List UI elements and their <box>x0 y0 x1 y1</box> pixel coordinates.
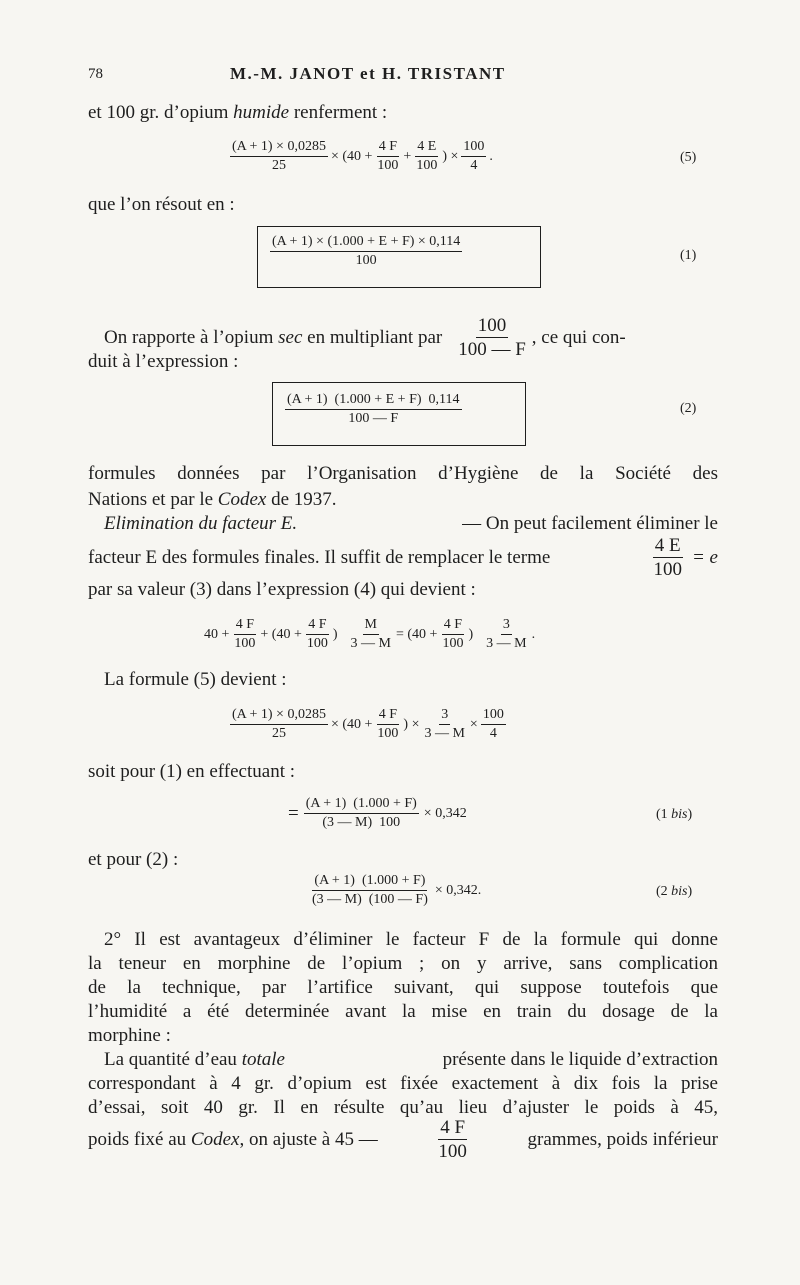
fraction <box>651 536 684 579</box>
equation-number: (2) <box>680 401 697 416</box>
text-line: soit pour (1) en effectuant : <box>88 761 295 782</box>
text-line: correspondant à 4 gr. d’opium est fixée exactement à dix fois la prise <box>88 1073 718 1094</box>
label-part: ) <box>687 884 693 899</box>
emphasis: Codex <box>190 1128 240 1150</box>
numerator: (A + 1) × 0,0285 <box>230 708 328 725</box>
fraction <box>349 618 393 651</box>
label-part: bis <box>671 807 688 822</box>
numerator: 100 <box>481 708 506 725</box>
numerator: (A + 1) × 0,0285 <box>230 140 328 157</box>
denominator: (3 — M) 100 <box>322 815 401 830</box>
fraction <box>484 618 528 651</box>
text-segment: et 100 gr. d’opium <box>88 102 234 123</box>
equation-2-bis <box>310 874 481 907</box>
operator: + <box>403 148 412 164</box>
operator: . <box>531 626 536 642</box>
equation-4 <box>204 618 535 651</box>
denominator: 4 <box>489 726 497 741</box>
operator: × (40 + <box>330 148 373 164</box>
fraction <box>310 874 430 907</box>
fraction <box>232 618 257 651</box>
fraction <box>270 235 462 268</box>
label-part: (2 <box>656 884 672 899</box>
text-segment: renferment : <box>289 102 388 123</box>
denominator: 100 <box>416 158 438 173</box>
denominator: 100 <box>377 158 399 173</box>
text-line: duit à l’expression : <box>88 351 239 372</box>
operator: × <box>469 716 478 732</box>
text-segment: de 1937. <box>266 489 337 510</box>
text-segment: , on ajuste à 45 — <box>239 1128 378 1150</box>
denominator: 3 — M <box>424 726 465 741</box>
text-segment: , ce qui con- <box>531 326 626 348</box>
text-segment: présente dans le liquide d’extraction <box>442 1049 718 1070</box>
text-segment: On rapporte à l’opium <box>104 326 279 348</box>
text-line <box>88 536 718 579</box>
fraction <box>440 618 465 651</box>
denominator: 100 <box>234 636 256 651</box>
text-segment: — On peut facilement éliminer le <box>462 513 718 534</box>
label-part: ) <box>687 807 693 822</box>
denominator: 4 <box>470 158 478 173</box>
numerator: (A + 1) (1.000 + F) <box>304 797 419 814</box>
numerator: 4 F <box>442 618 464 635</box>
text-segment: grammes, poids inférieur <box>527 1128 718 1150</box>
text-line: formules données par l’Organisation d’Hygiène de la Société des <box>88 463 718 484</box>
text-line: La formule (5) devient : <box>104 669 287 690</box>
numerator: (A + 1) × (1.000 + E + F) × 0,114 <box>270 235 462 252</box>
operator: × (40 + <box>330 716 373 732</box>
denominator: 25 <box>271 726 286 741</box>
fraction <box>414 140 439 173</box>
operator: = <box>288 802 299 824</box>
text-line <box>88 101 387 125</box>
equation-box <box>257 226 541 288</box>
denominator: 100 — F <box>348 411 399 426</box>
text-line: et pour (2) : <box>88 849 179 870</box>
numerator: 4 F <box>234 618 256 635</box>
operator: × 0,342 <box>423 805 467 821</box>
numerator: 4 F <box>440 1117 466 1138</box>
denominator: 3 — M <box>486 636 527 651</box>
operator: ) <box>468 626 474 642</box>
text-segment <box>88 1128 378 1152</box>
text-line: par sa valeur (3) dans l’expression (4) qui devient : <box>88 579 476 600</box>
text-segment: Nations et par le <box>88 489 218 510</box>
fraction <box>230 708 328 741</box>
operator: . <box>489 148 493 164</box>
label-part: bis <box>671 884 688 899</box>
fraction <box>461 140 486 173</box>
numerator: M <box>363 618 379 635</box>
text-segment <box>104 1048 285 1072</box>
equation-2 <box>285 393 462 426</box>
text-line <box>104 1048 718 1072</box>
operator: + (40 + <box>260 626 302 642</box>
fraction <box>481 708 506 741</box>
text-segment: facteur E des formules finales. Il suffit de remplacer le terme <box>88 546 551 568</box>
text-segment: = e <box>691 546 718 568</box>
equation-number: (1) <box>680 248 697 263</box>
running-header: M.-M. JANOT et H. TRISTANT <box>230 64 506 83</box>
numerator: (A + 1) (1.000 + F) <box>312 874 427 891</box>
numerator: 4 F <box>377 708 399 725</box>
numerator: 3 <box>439 708 450 725</box>
numerator: 4 F <box>377 140 399 157</box>
emphasis: totale <box>241 1049 285 1070</box>
page-number: 78 <box>88 66 103 82</box>
denominator: (3 — M) (100 — F) <box>312 892 428 907</box>
denominator: 100 <box>438 1141 467 1162</box>
denominator: 100 — F <box>458 339 526 360</box>
text-line: de la technique, par l’artifice suivant, qui suppose toutefois que <box>88 977 718 998</box>
text-line: d’essai, soit 40 gr. Il en résulte qu’au lieu d’ajuster le poids à 45, <box>88 1097 718 1118</box>
operator: ) × <box>442 148 459 164</box>
equation-1 <box>270 235 462 268</box>
fraction <box>375 140 400 173</box>
fraction <box>285 393 462 426</box>
numerator: 100 <box>461 140 486 157</box>
numerator: 3 <box>501 618 512 635</box>
section-heading: Elimination du facteur E. <box>104 513 298 534</box>
text-segment: poids fixé au <box>88 1128 191 1150</box>
text-line: la teneur en morphine de l’opium ; on y arrive, sans complication <box>88 953 718 974</box>
operator: ) × <box>403 716 420 732</box>
equation-number <box>656 884 692 900</box>
denominator: 100 <box>442 636 464 651</box>
text-segment: en multipliant par <box>302 326 443 348</box>
denominator: 3 — M <box>350 636 391 651</box>
denominator: 25 <box>271 158 286 173</box>
numerator: 4 E <box>654 535 681 556</box>
equation-number <box>656 807 692 823</box>
equation-box <box>272 382 526 446</box>
text-line: l’humidité a été determinée avant la mise en train du dosage de la <box>88 1001 718 1022</box>
fraction <box>456 316 528 359</box>
equation-5-rewritten <box>230 708 506 741</box>
numerator: (A + 1) (1.000 + E + F) 0,114 <box>285 393 462 410</box>
fraction <box>422 708 466 741</box>
denominator: 100 <box>306 636 328 651</box>
operator: = (40 + <box>395 626 438 642</box>
emphasis: humide <box>233 102 290 123</box>
operator: × 0,342. <box>434 882 482 898</box>
equation-number: (5) <box>680 150 697 165</box>
equation-5 <box>230 140 493 173</box>
text-line: 2° Il est avantageux d’éliminer le facteur F de la formule qui donne <box>104 929 718 950</box>
text-segment: La quantité d’eau <box>104 1049 242 1070</box>
emphasis: Codex <box>217 489 267 510</box>
fraction <box>230 140 328 173</box>
fraction <box>304 797 419 830</box>
numerator: 4 E <box>415 140 438 157</box>
operator: ) <box>332 626 338 642</box>
text-line <box>104 512 718 536</box>
fraction <box>305 618 330 651</box>
denominator: 100 <box>355 253 377 268</box>
text-line: que l’on résout en : <box>88 194 235 215</box>
operator: 40 + <box>204 626 230 642</box>
denominator: 100 <box>377 726 399 741</box>
emphasis: sec <box>278 326 303 348</box>
text-line <box>88 488 337 512</box>
fraction <box>436 1118 469 1161</box>
label-part: (1 <box>656 807 672 822</box>
inline-math <box>651 536 718 579</box>
fraction <box>375 708 400 741</box>
text-line: morphine : <box>88 1025 171 1046</box>
text-line <box>88 1118 718 1161</box>
equation-1-bis <box>288 797 467 830</box>
numerator: 100 <box>477 315 507 336</box>
denominator: 100 <box>653 559 682 580</box>
numerator: 4 F <box>306 618 328 635</box>
